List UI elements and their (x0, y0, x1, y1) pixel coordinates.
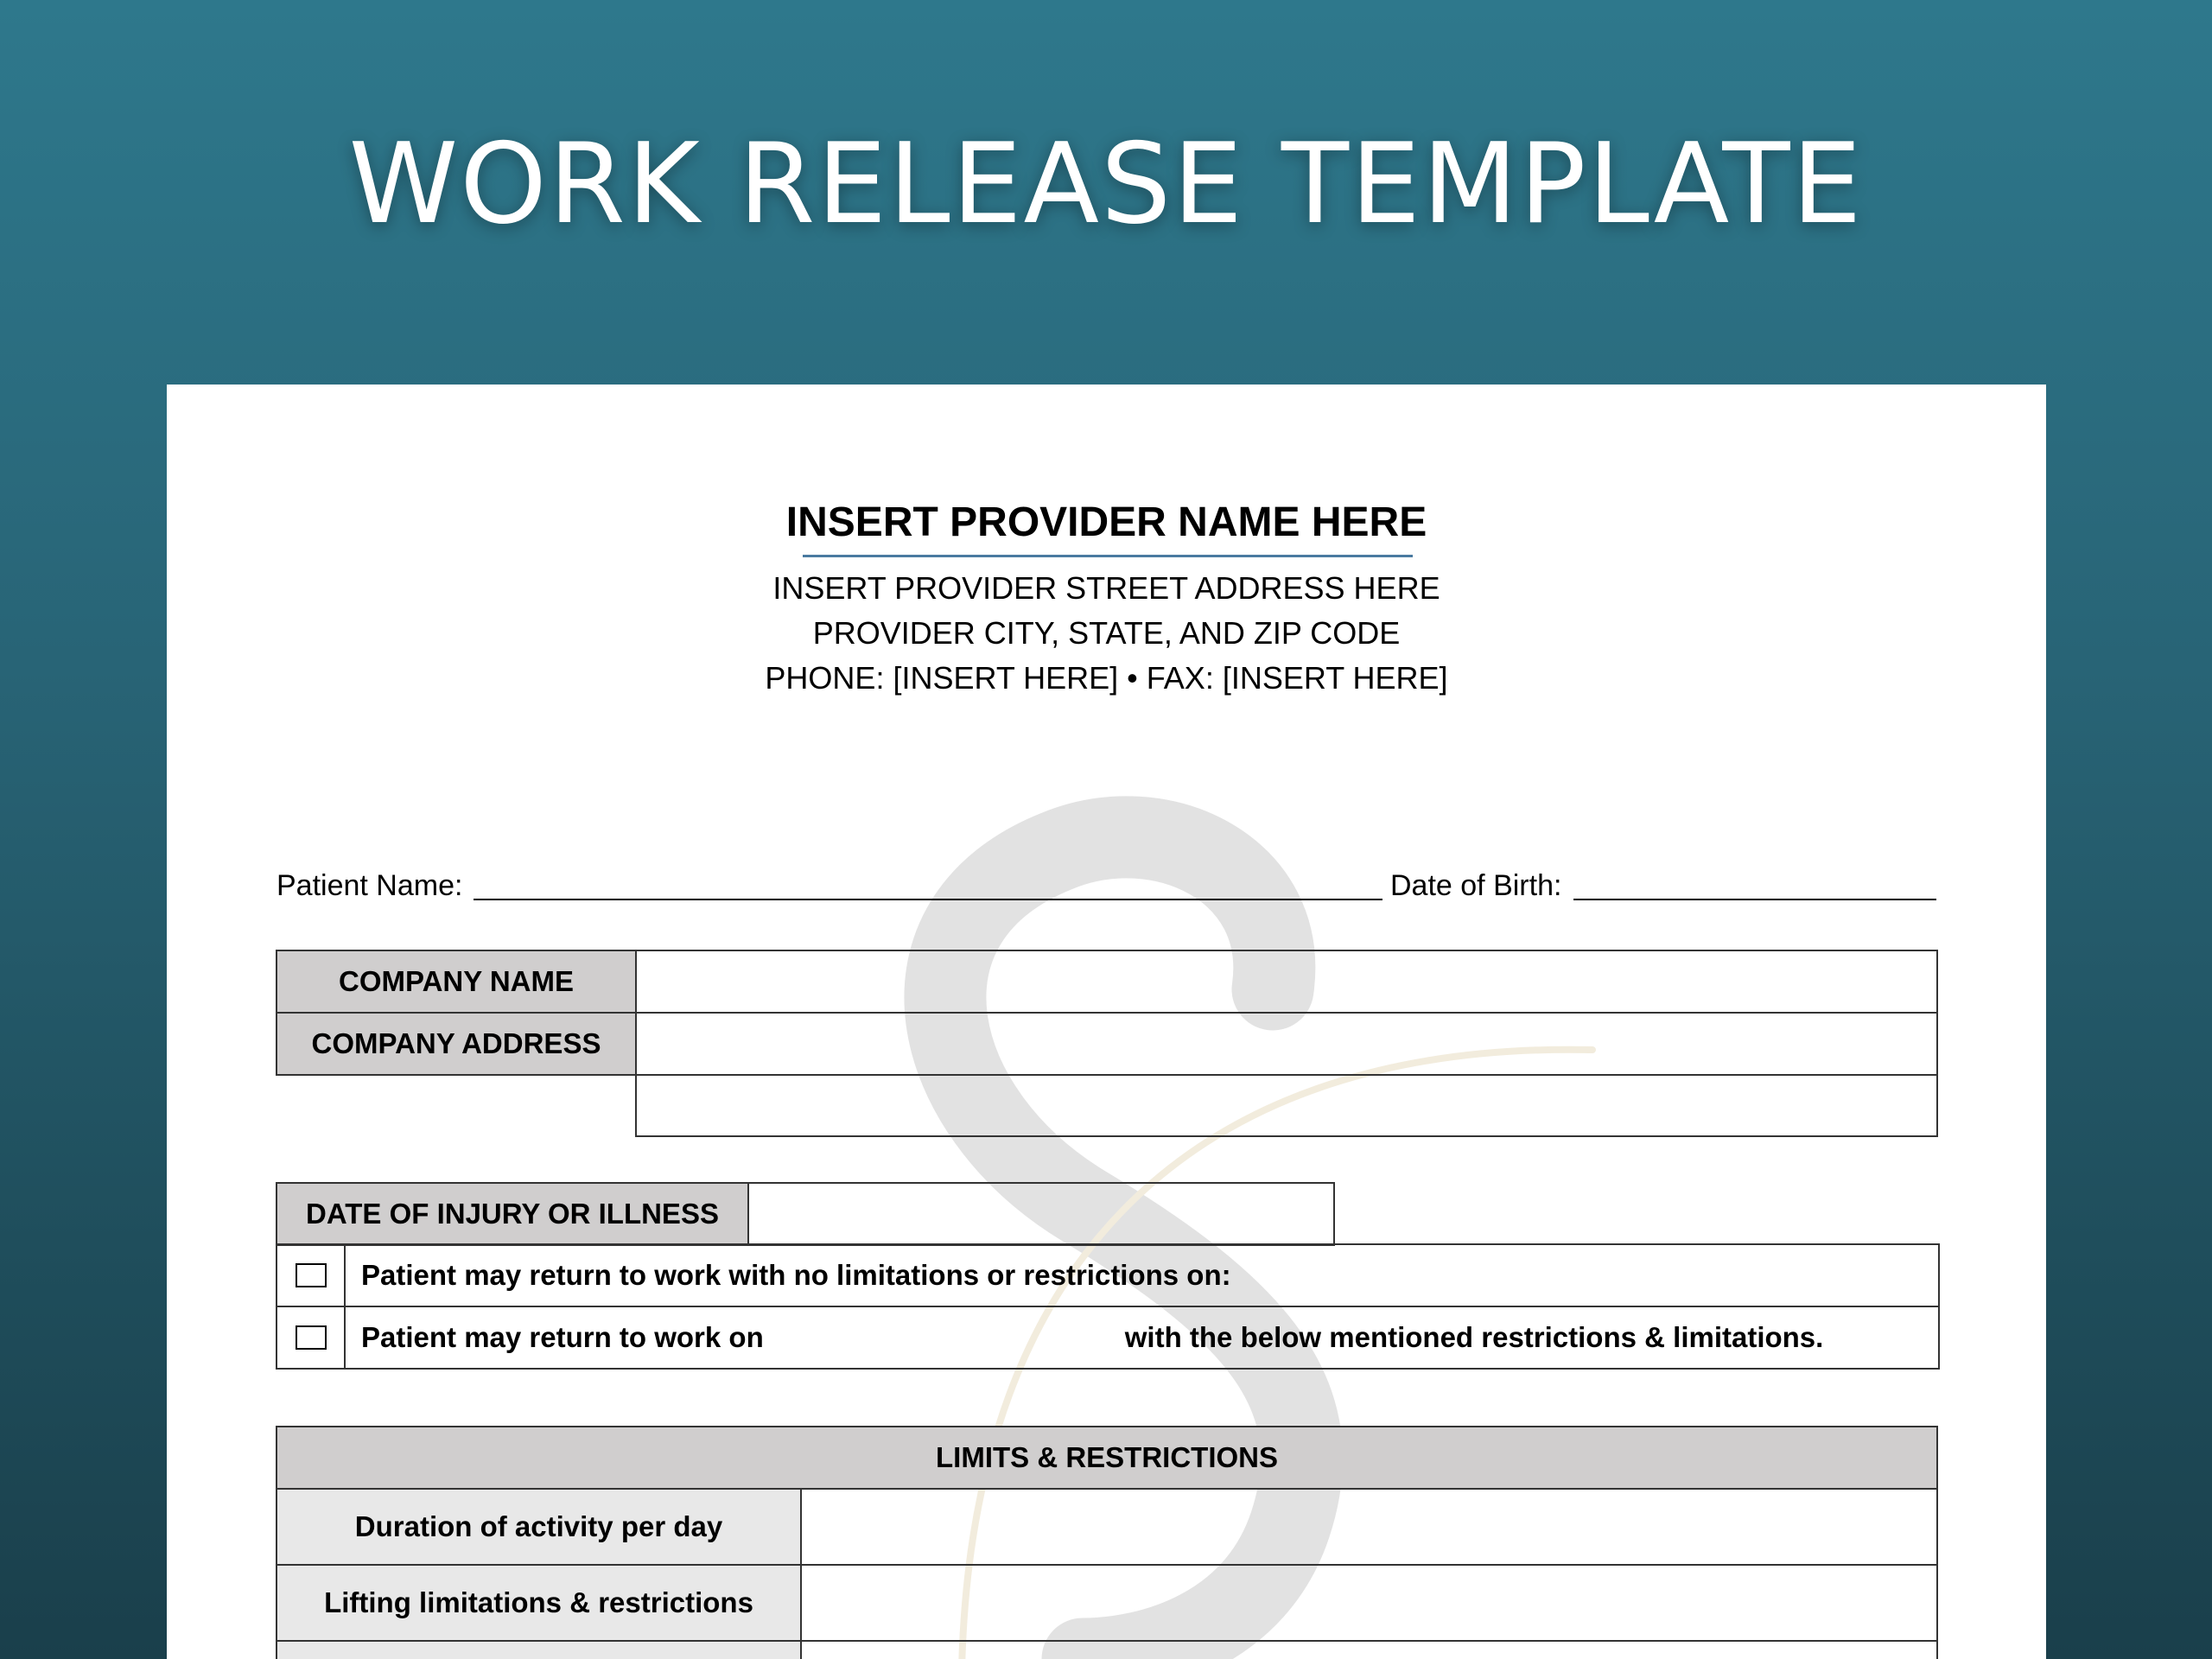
provider-name: INSERT PROVIDER NAME HERE (785, 499, 1427, 545)
with-limits-checkbox[interactable] (296, 1325, 327, 1350)
provider-name-underline (803, 555, 1413, 557)
injury-date-table (276, 1182, 1335, 1246)
date-of-injury-label: DATE OF INJURY OR ILLNESS (276, 1183, 748, 1245)
banner-title: WORK RELEASE TEMPLATE (348, 120, 1864, 249)
checkbox-no-limits-cell (276, 1244, 345, 1306)
date-of-birth-label: Date of Birth: (1390, 869, 1562, 902)
limit-row-label: Lifting limitations & restrictions (276, 1565, 801, 1641)
patient-name-field[interactable] (474, 899, 1382, 900)
return-options-table (276, 1243, 1940, 1370)
option-no-limits-text: Patient may return to work with no limitations or restrictions on: (345, 1244, 1939, 1306)
date-of-injury-field[interactable] (748, 1183, 1334, 1245)
company-address-label: COMPANY ADDRESS (276, 1013, 636, 1075)
limit-row-field[interactable] (801, 1641, 1937, 1659)
limit-row-field[interactable] (801, 1489, 1937, 1565)
company-table (276, 950, 1938, 1137)
option-with-limits-start: Patient may return to work on (361, 1321, 764, 1353)
company-spacer (276, 1075, 636, 1136)
limit-row-field[interactable] (801, 1565, 1937, 1641)
company-address-field[interactable] (636, 1013, 1937, 1075)
provider-city-state-zip: PROVIDER CITY, STATE, AND ZIP CODE (812, 615, 1401, 651)
no-limits-checkbox[interactable] (296, 1263, 327, 1287)
company-name-field[interactable] (636, 950, 1937, 1013)
provider-contact: PHONE: [INSERT HERE] • FAX: [INSERT HERE] (765, 660, 1448, 696)
company-address-line2-field[interactable] (636, 1075, 1937, 1136)
date-of-birth-field[interactable] (1573, 899, 1936, 900)
limits-header: LIMITS & RESTRICTIONS (276, 1427, 1937, 1489)
document-page (167, 385, 2046, 1659)
provider-street: INSERT PROVIDER STREET ADDRESS HERE (772, 570, 1440, 606)
option-with-limits-end: with the below mentioned restrictions & limitations. (1124, 1321, 1824, 1353)
company-name-label: COMPANY NAME (276, 950, 636, 1013)
option-with-limits (345, 1306, 1939, 1369)
limit-row-label: Duration of activity per day (276, 1489, 801, 1565)
patient-name-label: Patient Name: (276, 869, 463, 902)
limit-row-label (276, 1641, 801, 1659)
checkbox-with-limits-cell (276, 1306, 345, 1369)
limits-table (276, 1426, 1938, 1659)
